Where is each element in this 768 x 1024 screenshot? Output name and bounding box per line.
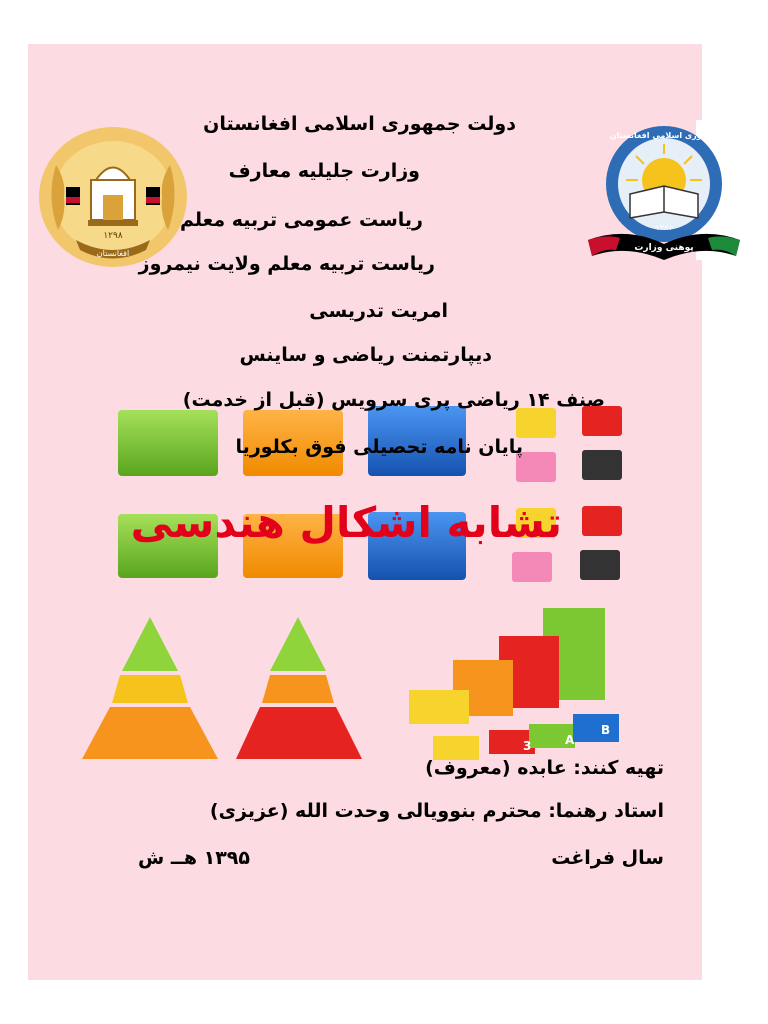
header-line-4: ریاست تربیه معلم ولایت نیمروز — [138, 253, 435, 275]
header-line-2: وزارت جلیلیه معارف — [228, 160, 420, 182]
header-line-7: صنف ۱۴ ریاضی پری سرویس (قبل از خدمت) — [182, 389, 605, 411]
afghan-emblem-icon — [36, 125, 191, 270]
green-cube-top — [118, 410, 218, 476]
left-emblem-year: ۱۲۹۸ — [103, 231, 123, 241]
black-small-cube — [582, 450, 622, 480]
document-title: تشابه اشکال هندسی — [130, 498, 562, 547]
ministry-logo-icon — [586, 122, 742, 262]
header-line-5: امریت تدریسی — [309, 300, 448, 322]
prepared-by: تهیه کنند: عابده (معروف) — [425, 757, 664, 779]
block-letter-b: B — [601, 723, 611, 737]
graduation-year: ۱۳۹۵ هــ ش — [138, 847, 250, 869]
block-letter-a: A — [565, 733, 575, 747]
pink-small-cube-2 — [512, 552, 552, 582]
header-line-1: دولت جمهوری اسلامی افغانستان — [203, 113, 516, 135]
graduation-label: سال فراغت — [551, 847, 664, 869]
yellow-small-cube — [516, 408, 556, 438]
block-letter-3: 3 — [523, 739, 532, 753]
bar-blocks-illustration — [405, 600, 625, 770]
right-logo-ring-text: جمهوری اسلامی افغانستان — [609, 131, 719, 140]
pyramids-illustration — [80, 615, 370, 765]
right-logo-banner: پوهنی وزارت — [634, 243, 694, 253]
supervisor: استاد رهنما: محترم بنوویالی وحدت الله (عزیزی) — [209, 800, 664, 822]
black-small-cube-2 — [580, 550, 620, 580]
red-small-cube-2 — [582, 506, 622, 536]
right-logo-year: ۱۳۸۱ — [655, 223, 673, 232]
header-line-8: پایان نامه تحصیلی فوق بکلوریا — [235, 436, 523, 458]
left-emblem-label: افغانستان — [96, 249, 130, 258]
header-line-6: دیپارتمنت ریاضی و ساینس — [239, 344, 492, 366]
header-line-3: ریاست عمومی تربیه معلم — [180, 209, 423, 231]
